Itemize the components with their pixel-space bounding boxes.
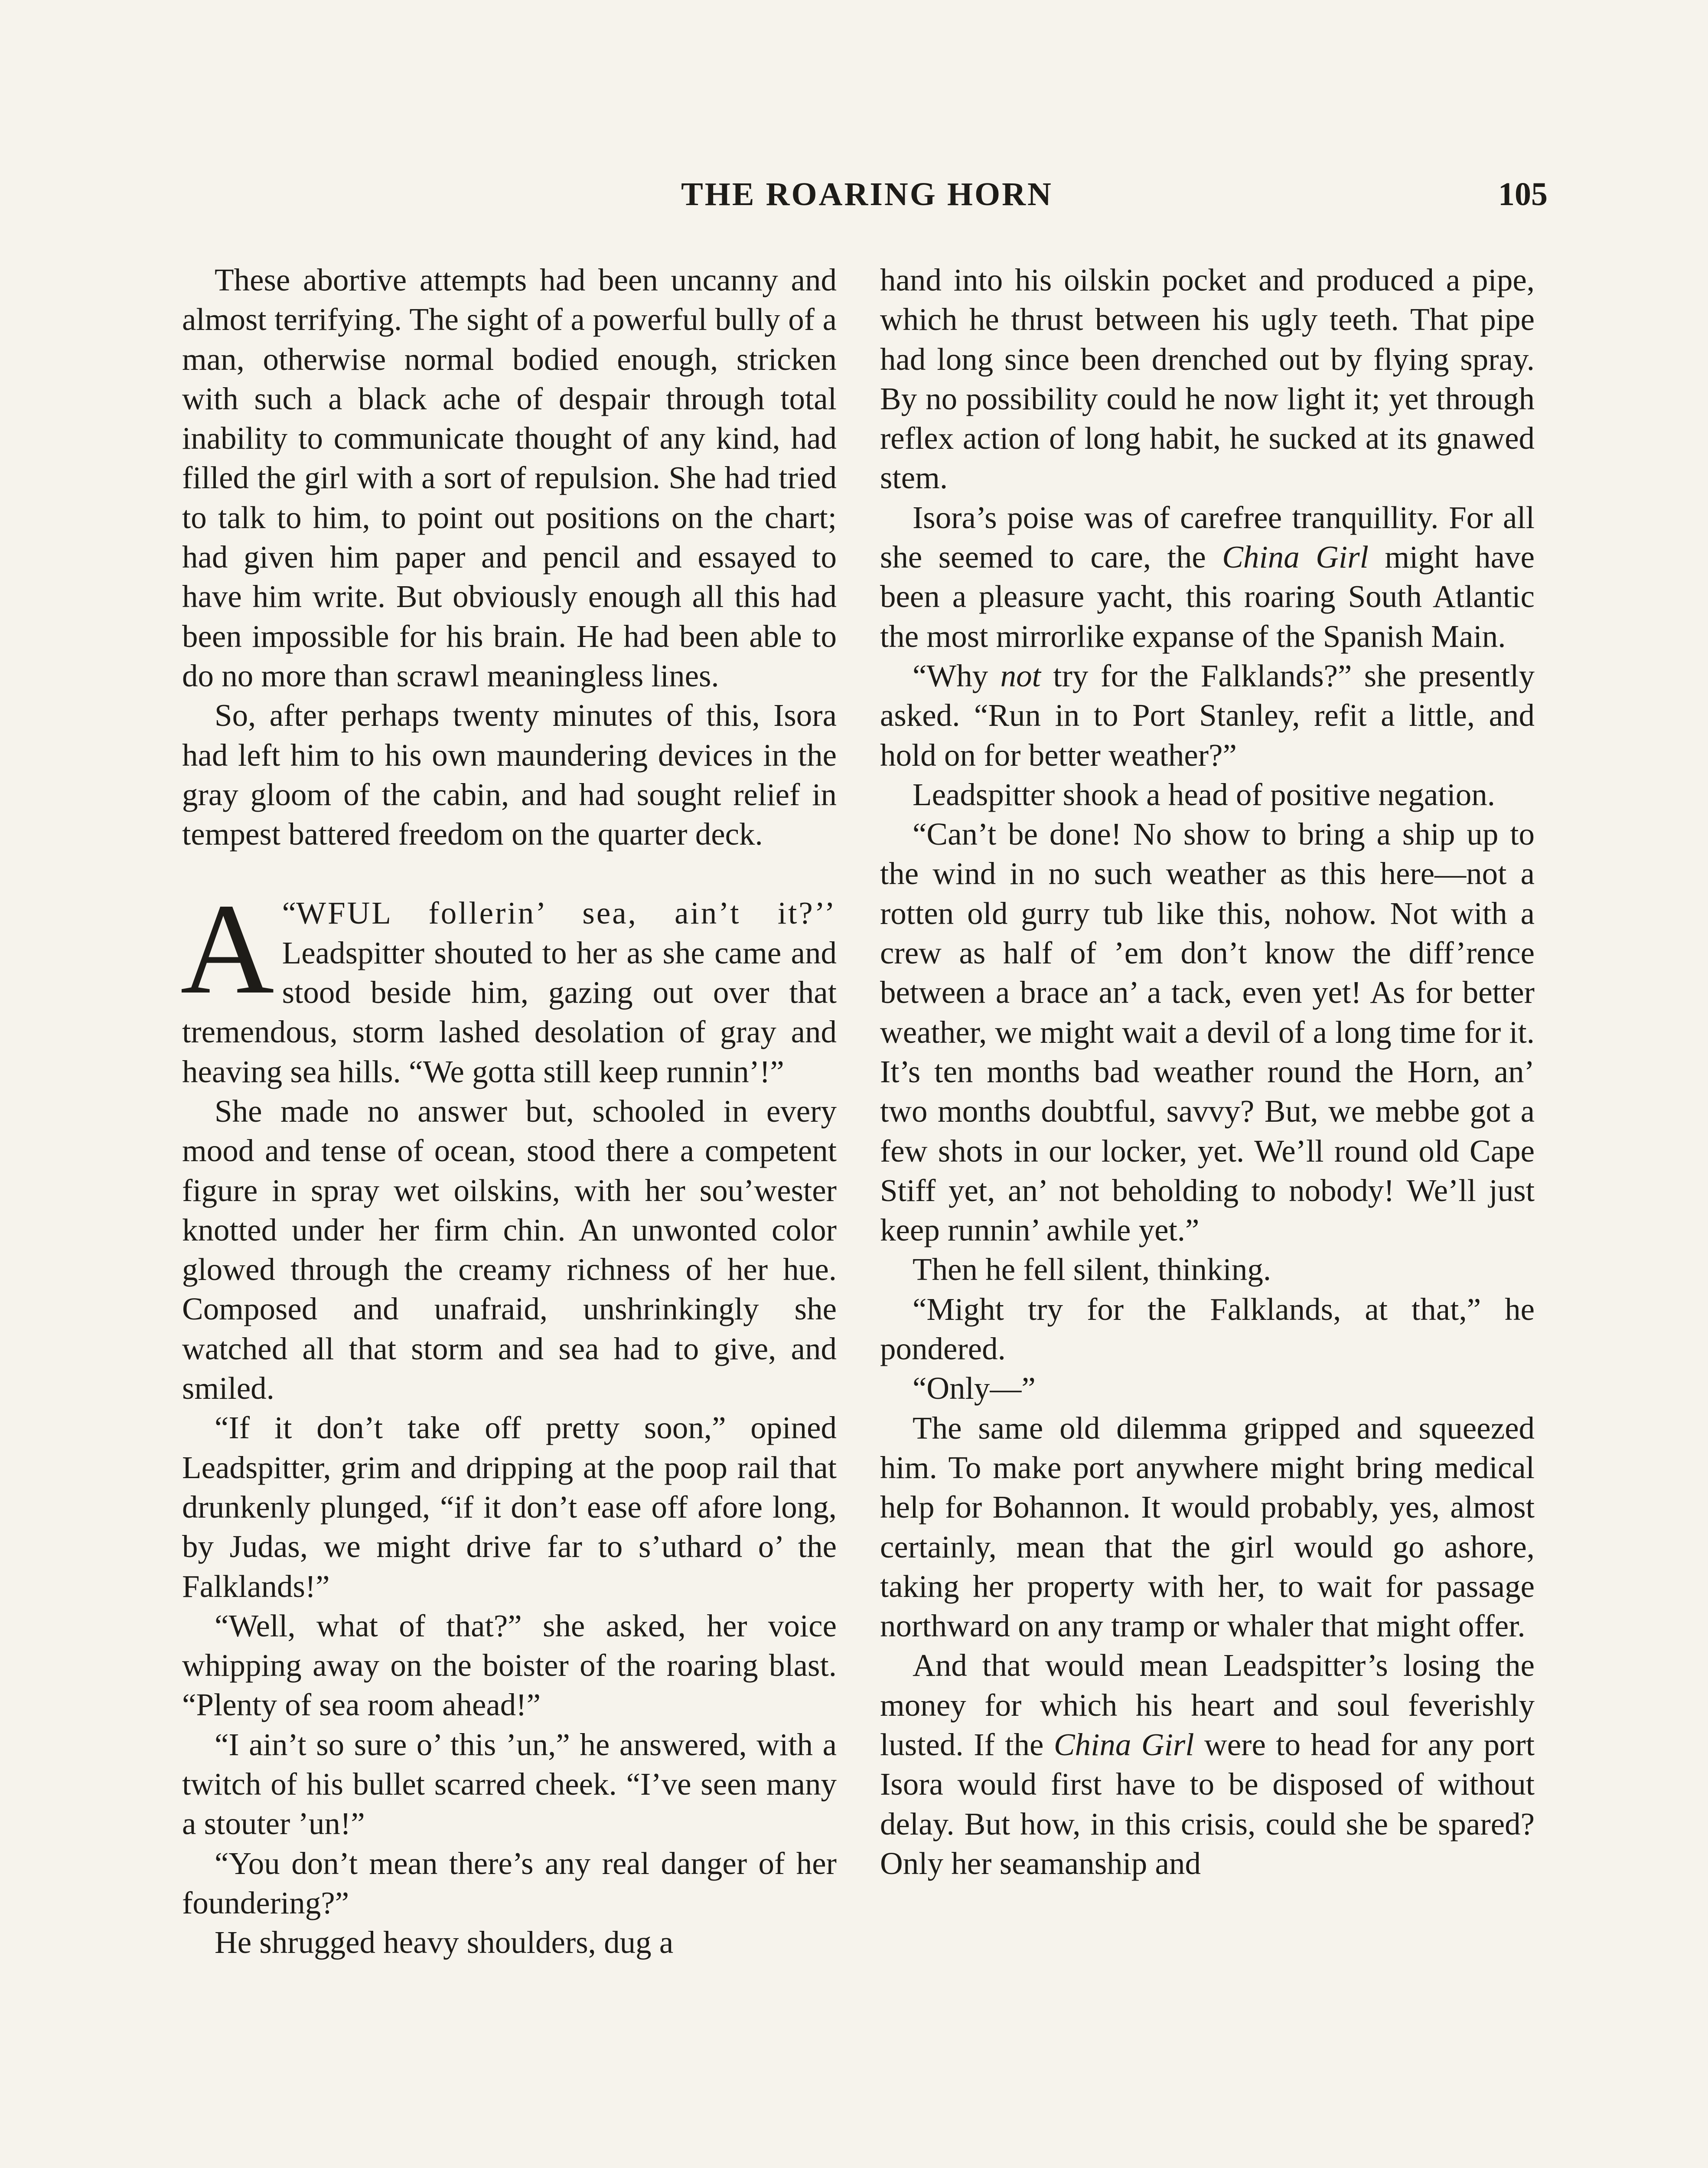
paragraph-text: Isora’s poise was of carefree tranquillity. For all she seemed to care, the — [880, 500, 1535, 575]
paragraph: “If it don’t take off pretty soon,” opined Leadspitter, grim and dripping at the poop rail that drunkenly plunged, “if it don’t ease off afore long, by Judas, we might drive far to s’uthard o’ the Falklands!” — [182, 1410, 837, 1604]
paragraph — [880, 656, 1535, 775]
running-title: THE ROARING HORN — [681, 176, 1053, 212]
paragraph: Leadspitter shook a head of positive negation. — [913, 777, 1496, 812]
paragraph: “Only—” — [913, 1371, 1036, 1406]
paragraph: “Well, what of that?” she asked, her voice whipping away on the boister of the roaring blast. “Plenty of sea room ahead!” — [182, 1608, 837, 1723]
paragraph: “Can’t be done! No show to bring a ship up to the wind in no such weather as this here—not a rotten old gurry tub like this, nohow. Not with a crew as half of ’em don’t know the diff’rence between a brace an’ a tack, even yet! As for better weather, we might wait a devil of a long time for it. It’s ten months bad weather round the Horn, an’ two months doubtful, savvy? But, we mebbe got a few shots in our locker, yet. We’ll round old Cape Stiff yet, an’ not beholding to nobody! We’ll just keep runnin’ awhile yet.” — [880, 816, 1535, 1248]
ship-name: China Girl — [1053, 1727, 1194, 1762]
page-header — [186, 176, 1548, 223]
paragraph: She made no answer but, schooled in every mood and tense of ocean, stood there a competent figure in spray wet oilskins, with her sou’wester knotted under her firm chin. An unwonted color glowed through the creamy richness of her hue. Composed and unafraid, unshrinkingly she watched all that storm and sea had to give, and smiled. — [182, 1093, 837, 1406]
paragraph: hand into his oilskin pocket and produced a pipe, which he thrust between his ugly teeth. That pipe had long since been drenched out by flying spray. By no possibility could he now light it; yet through reflex action of long habit, he sucked at its gnawed stem. — [880, 262, 1535, 496]
paragraph: These abortive attempts had been uncanny and almost terrifying. The sight of a powerful bully of a man, otherwise normal bodied enough, stricken with such a black ache of despair through total inability to communicate thought of any kind, had filled the girl with a sort of repulsion. She had tried to talk to him, to point out positions on the chart; had given him paper and pencil and essayed to have him write. But obviously enough all this had been impossible for his brain. He had been able to do no more than scrawl meaningless lines. — [182, 262, 837, 693]
paragraph: “I ain’t so sure o’ this ’un,” he answered, with a twitch of his bullet scarred cheek. “I’ve seen many a stouter ’un!” — [182, 1727, 837, 1841]
paragraph-text: try for the Falklands?” she presently asked. “Run in to Port Stanley, refit a little, and hold on for better weather?” — [880, 658, 1535, 773]
ship-name: China Girl — [1222, 539, 1369, 575]
page-number: 105 — [1498, 176, 1548, 212]
left-column — [182, 260, 837, 1962]
opening-quote: “ — [282, 895, 297, 931]
dropcap-paragraph — [180, 877, 837, 1091]
paragraph-text: were to head for any port Isora would first have to be disposed of without delay. But how, in this crisis, could she be spared? Only her seamanship and — [880, 1727, 1535, 1881]
paragraph-text: Leadspitter shouted to her as she came and stood beside him, gazing out over that tremendous, storm lashed desolation of gray and heaving sea hills. “We gotta still keep runnin’!” — [182, 935, 837, 1089]
paragraph: The same old dilemma gripped and squeezed him. To make port anywhere might bring medical help for Bohannon. It would probably, yes, almost certainly, mean that the girl would go ashore, taking her property with her, to wait for passage northward on any tramp or whaler that might offer. — [880, 1410, 1535, 1644]
paragraph — [880, 498, 1535, 656]
paragraph-text: And that would mean Leadspitter’s losing the money for which his heart and soul feverishly lusted. If the — [880, 1648, 1535, 1762]
section-break — [182, 854, 837, 893]
paragraph: He shrugged heavy shoulders, dug a — [215, 1925, 674, 1960]
paragraph: Then he fell silent, thinking. — [913, 1252, 1271, 1287]
drop-cap-letter: A — [180, 877, 274, 1021]
paragraph — [880, 1646, 1535, 1883]
right-column — [880, 260, 1535, 1883]
paragraph-text: might have been a pleasure yacht, this roaring South Atlantic the most mirrorlike expanse of the Spanish Main. — [880, 539, 1535, 654]
paragraph: “Might try for the Falklands, at that,” he pondered. — [880, 1291, 1535, 1367]
paragraph: “You don’t mean there’s any real danger of her foundering?” — [182, 1845, 837, 1920]
emphasis-text: not — [1000, 658, 1041, 693]
paragraph: So, after perhaps twenty minutes of this, Isora had left him to his own maundering devices in the gray gloom of the cabin, and had sought relief in tempest battered freedom on the quarter deck. — [182, 698, 837, 852]
lead-in-text: WFUL follerin’ sea, ain’t it?’’ — [296, 895, 837, 931]
paragraph-text: “Why — [913, 658, 1001, 693]
